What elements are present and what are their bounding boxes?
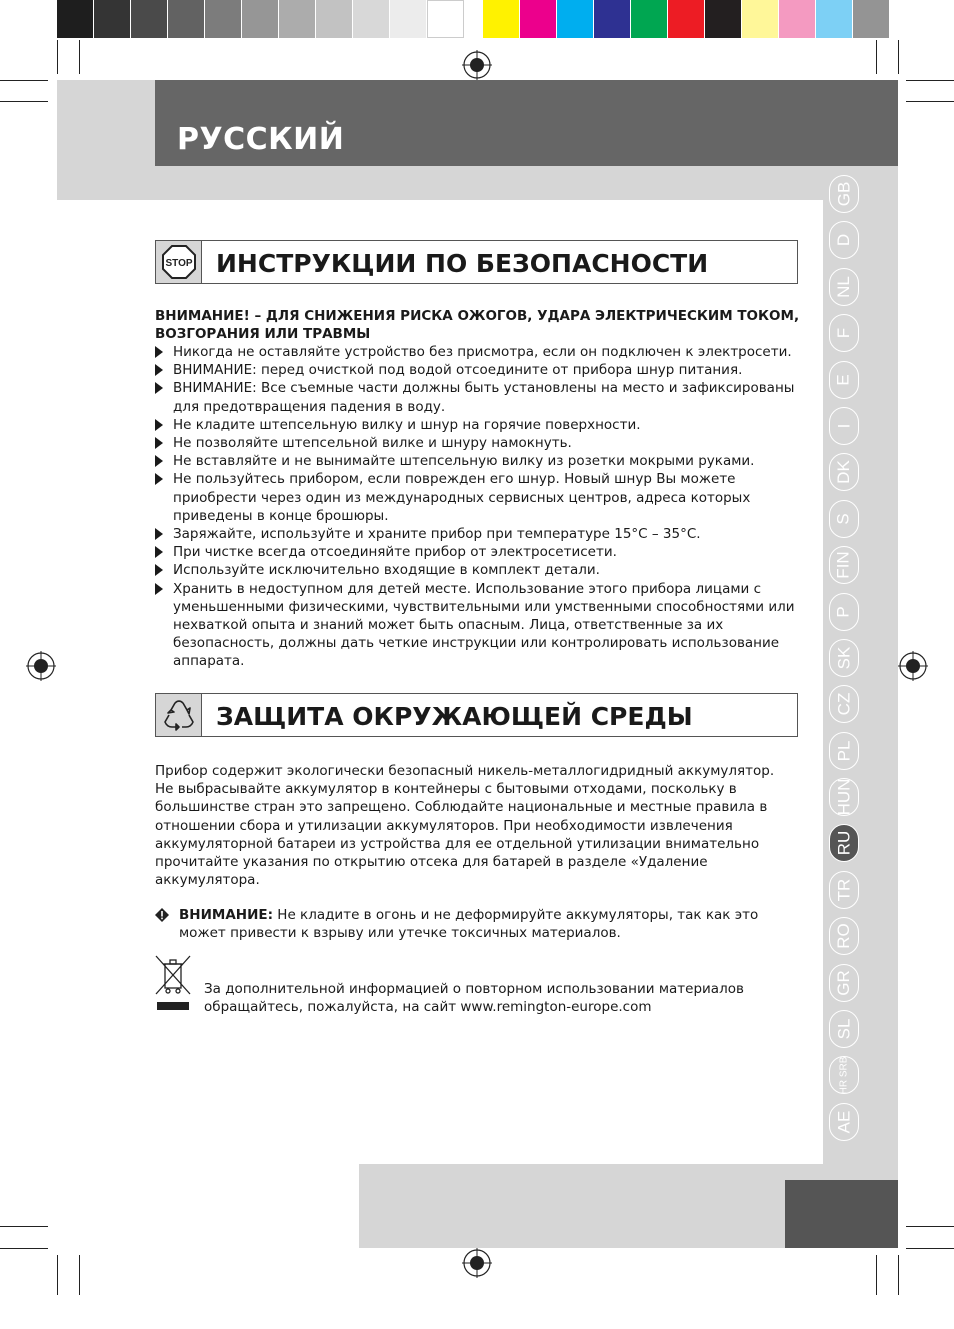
- language-tab-label: FIN: [833, 551, 853, 579]
- language-tab-label: HR SRB: [838, 1056, 850, 1095]
- bullet-arrow-icon: [155, 473, 163, 485]
- color-calibration-bar-grey: [57, 0, 464, 38]
- language-tab-label: P: [834, 605, 853, 618]
- language-tab-i[interactable]: [829, 407, 859, 445]
- registration-mark-icon: [898, 651, 928, 681]
- battery-warning: [155, 906, 785, 942]
- safety-list-item-text: Заряжайте, используйте и храните прибор при температуре 15°C – 35°C.: [173, 526, 701, 543]
- crop-mark: [906, 1226, 954, 1227]
- crop-mark: [0, 80, 48, 81]
- language-tab-label: CZ: [833, 692, 853, 716]
- language-tab-label: PL: [833, 740, 853, 762]
- language-tab-label: RO: [834, 923, 853, 949]
- safety-list: [155, 343, 805, 671]
- language-tab-e[interactable]: [829, 361, 859, 399]
- safety-list-item: [155, 343, 805, 361]
- safety-list-item: [155, 361, 805, 379]
- safety-list-item-text: Хранить в недоступном для детей месте. Использование этого прибора лицами с уменьшенными физическими, чувствительными или умственными способностями или нехваткой опыта и знаний может быть опасным. Лица, ответственные за их безопасность, должны дать четкие инструкции или контролировать использование аппарата.: [173, 580, 795, 670]
- bullet-arrow-icon: [155, 419, 163, 431]
- recycle-info-text: За дополнительной информацией о повторном использовании материалов обращайтесь, пожалуйста, на сайт www.remington-europe.com: [204, 981, 744, 1016]
- safety-list-item: [155, 543, 805, 561]
- safety-list-item: [155, 470, 805, 525]
- bullet-arrow-icon: [155, 382, 163, 394]
- safety-list-item: [155, 525, 805, 543]
- recycle-icon: [161, 697, 197, 733]
- crop-mark: [57, 1255, 58, 1295]
- language-tab-ro[interactable]: [829, 917, 859, 955]
- safety-list-item-text: При чистке всегда отсоединяйте прибор от электросетисети.: [173, 544, 617, 561]
- language-tab-sk[interactable]: [829, 639, 859, 677]
- safety-list-item-text: ВНИМАНИЕ: перед очисткой под водой отсоедините от прибора шнур питания.: [173, 362, 743, 379]
- language-tab-f[interactable]: [829, 314, 859, 352]
- stop-sign-icon: [161, 244, 197, 280]
- language-tab-ru[interactable]: [829, 824, 859, 862]
- bullet-arrow-icon: [155, 364, 163, 376]
- crop-mark: [0, 101, 48, 102]
- language-tab-cz[interactable]: [829, 685, 859, 723]
- crop-mark: [898, 40, 899, 74]
- language-tab-label: D: [834, 234, 853, 247]
- safety-heading: ИНСТРУКЦИИ ПО БЕЗОПАСНОСТИ: [216, 249, 709, 278]
- language-tab-label: S: [834, 513, 853, 525]
- language-tab-label: DK: [834, 460, 853, 485]
- language-tab-p[interactable]: [829, 593, 859, 631]
- registration-mark-icon: [462, 50, 492, 80]
- crop-mark: [57, 40, 58, 74]
- language-tab-hr-srb[interactable]: [829, 1056, 859, 1094]
- environment-heading: ЗАЩИТА ОКРУЖАЮЩЕЙ СРЕДЫ: [216, 702, 693, 731]
- svg-text:STOP: STOP: [164, 258, 193, 269]
- page-title-bar: [155, 80, 898, 166]
- environment-section-header: [155, 693, 798, 737]
- bullet-arrow-icon: [155, 437, 163, 449]
- language-tab-label: GR: [834, 969, 853, 996]
- bullet-arrow-icon: [155, 455, 163, 467]
- language-tab-label: E: [834, 373, 853, 386]
- bullet-arrow-icon: [155, 583, 163, 595]
- safety-list-item-text: Используйте исключительно входящие в комплект детали.: [173, 562, 600, 579]
- language-tab-ae[interactable]: [829, 1103, 859, 1141]
- language-tab-label: SK: [834, 646, 853, 670]
- safety-list-item: [155, 561, 805, 579]
- safety-section-header: [155, 240, 798, 284]
- language-tab-dk[interactable]: [829, 453, 859, 491]
- warning-diamond-icon: [155, 908, 169, 922]
- crop-mark: [0, 1248, 48, 1249]
- crop-mark: [79, 1255, 80, 1295]
- safety-list-item: [155, 379, 805, 415]
- language-tab-fin[interactable]: [829, 546, 859, 584]
- language-tab-s[interactable]: [829, 500, 859, 538]
- weee-crossed-bin-icon: [155, 954, 191, 1012]
- language-tab-gb[interactable]: [829, 175, 859, 213]
- bullet-arrow-icon: [155, 564, 163, 576]
- language-tab-d[interactable]: [829, 221, 859, 259]
- crop-mark: [906, 1248, 954, 1249]
- color-calibration-bar-cmyk: [483, 0, 890, 38]
- safety-list-item-text: Не позволяйте штепсельной вилке и шнуру намокнуть.: [173, 435, 572, 452]
- language-tab-label: I: [833, 423, 853, 429]
- language-tab-hun[interactable]: [829, 778, 859, 816]
- crop-mark: [906, 80, 954, 81]
- safety-list-item-text: ВНИМАНИЕ: Все съемные части должны быть установлены на место и зафиксированы для предотвращения падения в воду.: [173, 380, 795, 415]
- language-tab-nl[interactable]: [829, 268, 859, 306]
- language-tab-label: AE: [834, 1110, 853, 1134]
- crop-mark: [876, 1255, 877, 1295]
- language-tabs: [829, 175, 863, 1149]
- language-tab-label: GB: [834, 181, 853, 207]
- language-tab-label: NL: [833, 275, 853, 298]
- language-tab-gr[interactable]: [829, 964, 859, 1002]
- bullet-arrow-icon: [155, 528, 163, 540]
- safety-list-item-text: Никогда не оставляйте устройство без присмотра, если он подключен к электросети.: [173, 344, 792, 360]
- battery-warning-text: Не кладите в огонь и не деформируйте аккумуляторы, так как это может привести к взрыву или утечке токсичных материалов.: [179, 907, 759, 942]
- page-footer-block: [785, 1180, 898, 1248]
- language-tab-label: RU: [834, 831, 853, 856]
- crop-mark: [906, 101, 954, 102]
- bullet-arrow-icon: [155, 546, 163, 558]
- safety-list-item: [155, 580, 805, 671]
- language-tab-sl[interactable]: [829, 1010, 859, 1048]
- battery-warning-label: ВНИМАНИЕ:: [179, 907, 273, 923]
- safety-list-item: [155, 416, 805, 434]
- safety-warning-title: ВНИМАНИЕ! – ДЛЯ СНИЖЕНИЯ РИСКА ОЖОГОВ, УДАРА ЭЛЕКТРИЧЕСКИМ ТОКОМ, ВОЗГОРАНИЯ ИЛИ ТРАВМЫ: [155, 308, 800, 342]
- safety-list-item-text: Не пользуйтесь прибором, если поврежден его шнур. Новый шнур Вы можете приобрести через один из международных сервисных центров, адреса которых приведены в конце брошюры.: [173, 471, 751, 524]
- crop-mark: [898, 1255, 899, 1295]
- language-tab-label: SL: [833, 1018, 853, 1040]
- registration-mark-icon: [26, 651, 56, 681]
- registration-mark-icon: [462, 1248, 492, 1278]
- page-title: РУССКИЙ: [177, 122, 345, 157]
- language-tab-label: F: [833, 327, 853, 339]
- language-tab-tr[interactable]: [829, 871, 859, 909]
- language-tab-label: HUN: [834, 778, 853, 816]
- safety-list-item-text: Не кладите штепсельную вилку и шнур на горячие поверхности.: [173, 416, 641, 433]
- environment-paragraph: Прибор содержит экологически безопасный никель-металлогидридный аккумулятор. Не выбрасывайте аккумулятор в контейнеры с бытовыми отходами, поскольку в большинстве стран это запрещено. Соблюдайте национальные и местные правила в отношении сбора и утилизации аккумуляторов. При необходимости извлечения аккумуляторной батареи из устройства для ее отдельной утилизации внимательно прочитайте указания по открытию отсека для батарей в разделе «Удаление аккумулятора.: [155, 763, 775, 889]
- safety-list-item-text: Не вставляйте и не вынимайте штепсельную вилку из розетки мокрыми руками.: [173, 453, 755, 470]
- safety-list-item: [155, 452, 805, 470]
- language-tab-label: TR: [833, 878, 853, 902]
- safety-list-item: [155, 434, 805, 452]
- crop-mark: [876, 40, 877, 74]
- bullet-arrow-icon: [155, 346, 163, 358]
- language-tab-pl[interactable]: [829, 732, 859, 770]
- crop-mark: [0, 1226, 48, 1227]
- crop-mark: [79, 40, 80, 74]
